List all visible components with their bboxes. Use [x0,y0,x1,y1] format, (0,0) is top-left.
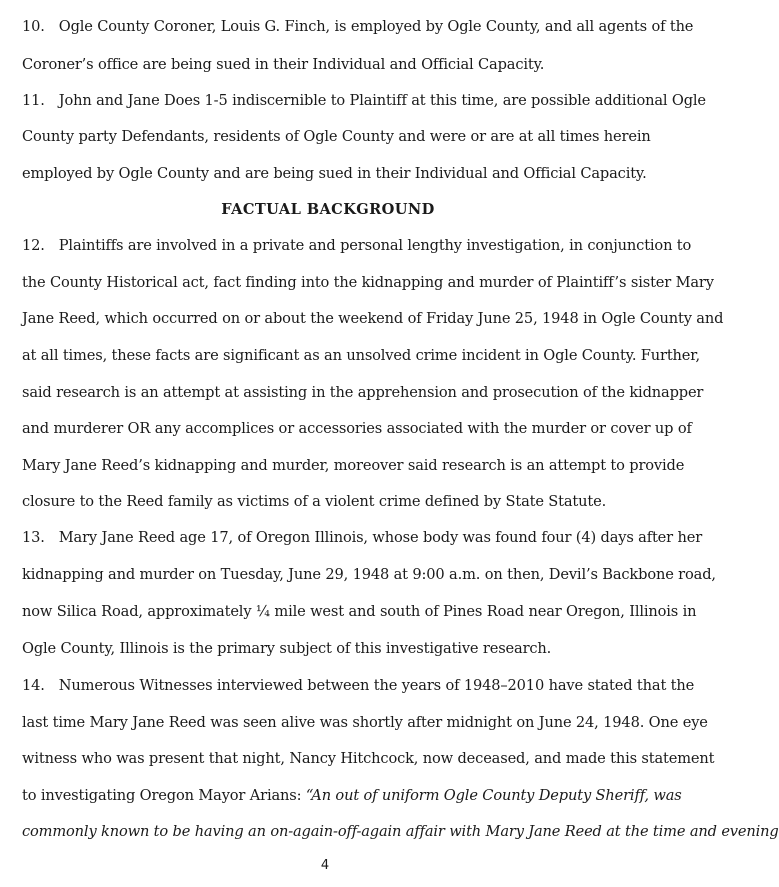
paragraph-13-line-3: now Silica Road, approximately ¼ mile west and south of Pines Road near Oregon, Illinois in [22,603,697,620]
page-number: 4 [320,858,330,873]
paragraph-number: 10. [22,18,45,35]
paragraph-14-line-1 [22,677,695,695]
paragraph-number: 14. [22,677,45,694]
quote-text: “An out of uniform Ogle County Deputy Sheriff, was [305,787,682,804]
paragraph-text: Mary Jane Reed age 17, of Oregon Illinois, whose body was found four (4) days after her [58,529,703,546]
paragraph-10-line-2: Coroner’s office are being sued in their Individual and Official Capacity. [22,56,545,73]
paragraph-text: to investigating Oregon Mayor Arians: [22,787,306,804]
paragraph-12-line-1 [22,237,692,255]
paragraph-14-line-5: commonly known to be having an on-again-off-again affair with Mary Jane Reed at the time and evening [22,823,779,840]
paragraph-12-line-8: closure to the Reed family as victims of a violent crime defined by State Statute. [22,493,607,510]
paragraph-10-line-1 [22,18,694,36]
paragraph-11-line-1 [22,92,706,110]
paragraph-13-line-4: Ogle County, Illinois is the primary subject of this investigative research. [22,640,552,657]
paragraph-number: 11. [22,92,45,109]
paragraph-12-line-6: and murderer OR any accomplices or accessories associated with the murder or cover up of [22,420,692,437]
paragraph-12-line-5: said research is an attempt at assisting in the apprehension and prosecution of the kidnapper [22,384,704,401]
paragraph-text: John and Jane Does 1-5 indiscernible to Plaintiff at this time, are possible additional Ogle [58,92,706,109]
paragraph-12-line-2: the County Historical act, fact finding into the kidnapping and murder of Plaintiff’s sister Mary [22,274,714,291]
paragraph-12-line-3: Jane Reed, which occurred on or about the weekend of Friday June 25, 1948 in Ogle County and [22,310,724,327]
paragraph-11-line-3: employed by Ogle County and are being sued in their Individual and Official Capacity. [22,165,647,182]
paragraph-13-line-1 [22,529,703,547]
paragraph-number: 13. [22,529,45,546]
paragraph-12-line-4: at all times, these facts are significant as an unsolved crime incident in Ogle County. Further, [22,347,701,364]
paragraph-12-line-7: Mary Jane Reed’s kidnapping and murder, moreover said research is an attempt to provide [22,457,685,474]
paragraph-number: 12. [22,237,45,254]
paragraph-text: Plaintiffs are involved in a private and personal lengthy investigation, in conjunction to [58,237,692,254]
paragraph-text: Ogle County Coroner, Louis G. Finch, is employed by Ogle County, and all agents of the [58,18,694,35]
paragraph-14-line-4 [22,787,682,805]
paragraph-14-line-2: last time Mary Jane Reed was seen alive was shortly after midnight on June 24, 1948. One eye [22,714,708,731]
paragraph-11-line-2: County party Defendants, residents of Ogle County and were or are at all times herein [22,128,651,145]
section-heading: FACTUAL BACKGROUND [221,201,435,218]
paragraph-14-line-3: witness who was present that night, Nancy Hitchcock, now deceased, and made this statement [22,750,715,767]
paragraph-text: Numerous Witnesses interviewed between the years of 1948–2010 have stated that the [58,677,695,694]
paragraph-13-line-2: kidnapping and murder on Tuesday, June 29, 1948 at 9:00 a.m. on then, Devil’s Backbone road, [22,566,716,583]
